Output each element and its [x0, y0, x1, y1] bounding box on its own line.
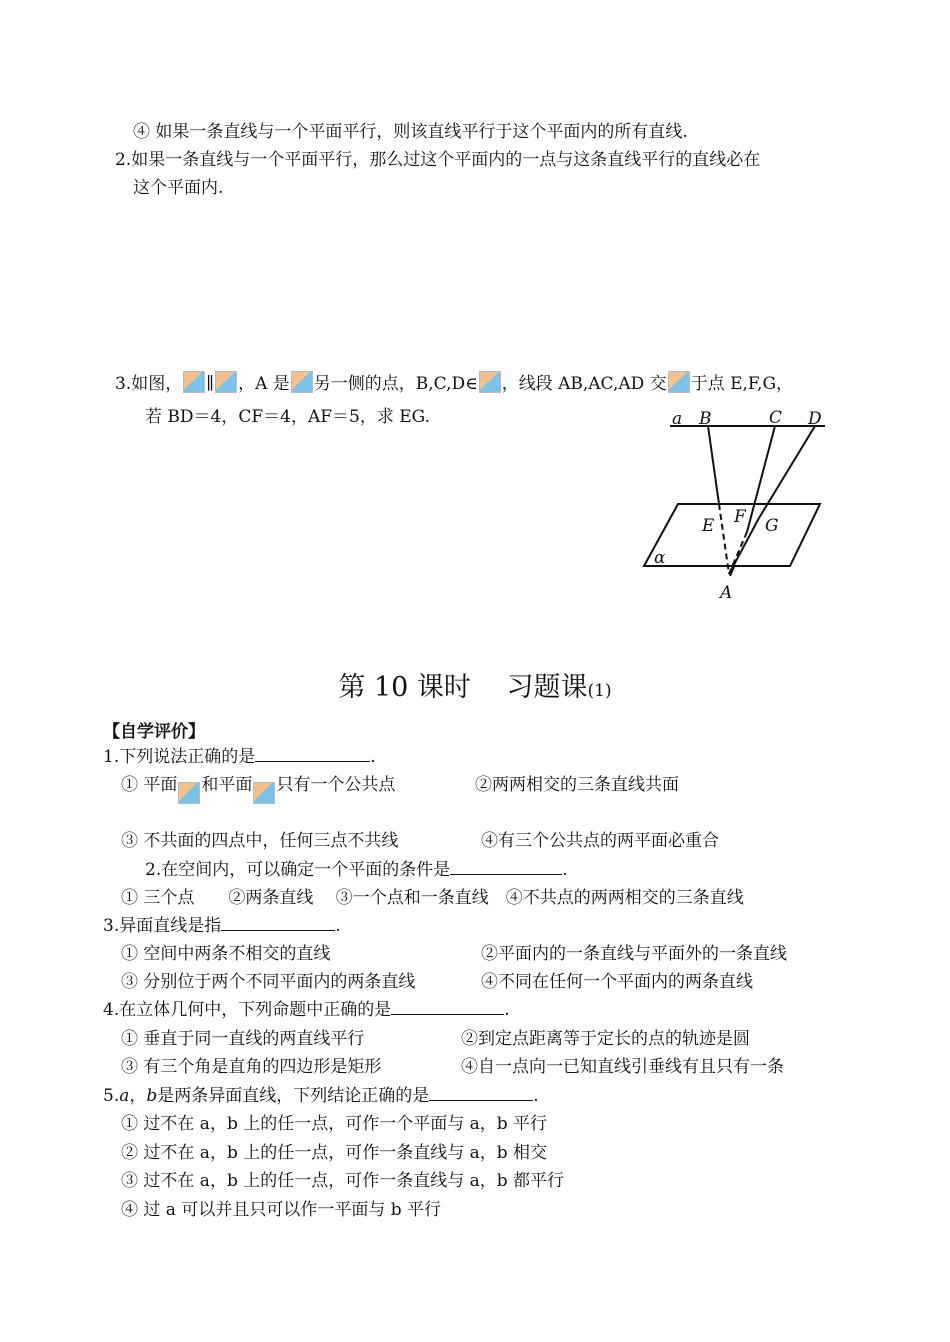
answer-blank[interactable] [450, 858, 562, 875]
problem-2-line-1: 2.如果一条直线与一个平面平行，那么过这个平面内的一点与这条直线平行的直线必在 [115, 150, 761, 170]
lesson-title [0, 670, 950, 709]
lesson-title-text: 第 10 课时 习题课 [338, 672, 588, 703]
question-4-option-1: ① 垂直于同一直线的两直线平行 [121, 1029, 365, 1049]
broken-image-icon [668, 371, 690, 393]
answer-blank[interactable] [221, 914, 335, 931]
problem-3-text-a: 3.如图， [115, 374, 183, 394]
broken-image-icon [178, 782, 200, 804]
problem-3-text-e: ，线段 AB,AC,AD 交 [501, 374, 667, 394]
broken-image-icon [183, 371, 205, 393]
problem-3-text-b: ∥ [206, 374, 215, 394]
question-1 [103, 745, 376, 769]
label-a: a [672, 409, 683, 429]
question-5-option-2: ② 过不在 a，b 上的任一点，可作一条直线与 a，b 相交 [121, 1143, 548, 1163]
question-3-option-3: ③ 分别位于两个不同平面内的两条直线 [121, 972, 416, 992]
question-1-text: 1.下列说法正确的是 [103, 747, 256, 767]
label-A: A [720, 583, 733, 602]
q5-var-b: b [146, 1086, 158, 1106]
answer-blank[interactable] [429, 1084, 533, 1101]
label-C: C [769, 408, 783, 428]
q1-o1-c: 只有一个公共点 [276, 775, 396, 795]
problem-3-line-2: 若 BD＝4，CF＝4，AF＝5，求 EG. [145, 407, 431, 427]
question-4-option-2: ②到定点距离等于定长的点的轨迹是圆 [461, 1029, 750, 1049]
question-5-end: . [533, 1086, 539, 1106]
question-3-option-2: ②平面内的一条直线与平面外的一条直线 [481, 944, 787, 964]
question-1-option-3: ③ 不共面的四点中，任何三点不共线 [121, 831, 399, 851]
geometry-figure [630, 402, 840, 602]
question-5: 5.a，b是两条异面直线，下列结论正确的是 . [103, 1086, 539, 1106]
question-3-end: . [335, 916, 341, 936]
question-2-text: 2.在空间内，可以确定一个平面的条件是 [145, 860, 451, 880]
question-3-option-4: ④不同在任何一个平面内的两条直线 [481, 972, 753, 992]
question-1-option-4: ④有三个公共点的两平面必重合 [481, 831, 719, 851]
question-2-options: ① 三个点 ②两条直线 ③一个点和一条直线 ④不共点的两两相交的三条直线 [121, 888, 744, 908]
broken-image-icon [215, 371, 237, 393]
label-G: G [765, 516, 779, 536]
question-5-option-4: ④ 过 a 可以并且只可以作一平面与 b 平行 [121, 1200, 442, 1220]
question-3-text: 3.异面直线是指 [103, 916, 222, 936]
broken-image-icon [291, 371, 313, 393]
question-1-option-2: ②两两相交的三条直线共面 [475, 775, 679, 795]
broken-image-icon [253, 782, 275, 804]
label-E: E [702, 516, 715, 536]
question-3 [103, 914, 341, 938]
answer-blank[interactable] [255, 745, 370, 762]
question-3-option-1: ① 空间中两条不相交的直线 [121, 944, 331, 964]
section-heading: 【自学评价】 [103, 722, 205, 742]
segment-EA-hidden [719, 504, 729, 574]
question-4-text: 4.在立体几何中，下列命题中正确的是 [103, 1000, 392, 1020]
q5-var-a: a [119, 1086, 130, 1106]
q1-o1-b: 和平面 [201, 775, 253, 795]
question-4 [103, 998, 510, 1022]
q1-o1-a: ① 平面 [121, 775, 178, 795]
problem-3-text-f: 于点 E,F,G， [690, 374, 794, 394]
question-4-option-4: ④自一点向一已知直线引垂线有且只有一条 [461, 1057, 784, 1077]
segment-BE [708, 426, 719, 504]
question-5-text: 是两条异面直线，下列结论正确的是 [157, 1086, 430, 1106]
question-1-option-1 [121, 773, 395, 804]
problem-3-text-c: ，A 是 [238, 374, 290, 394]
plane-alpha [644, 504, 820, 566]
question-4-end: . [504, 1000, 510, 1020]
question-5-option-3: ③ 过不在 a，b 上的任一点，可作一条直线与 a，b 都平行 [121, 1171, 565, 1191]
problem-3-line-1 [115, 371, 793, 396]
question-2-end: . [562, 860, 568, 880]
label-D: D [808, 409, 822, 429]
question-1-end: . [370, 747, 376, 767]
answer-blank[interactable] [391, 998, 504, 1015]
problem-2-line-2: 这个平面内. [133, 178, 224, 198]
label-F: F [734, 507, 746, 527]
problem-3-text-d: 另一侧的点，B,C,D∈ [313, 374, 478, 394]
label-alpha: α [654, 548, 666, 568]
question-5-option-1: ① 过不在 a，b 上的任一点，可作一个平面与 a，b 平行 [121, 1114, 548, 1134]
broken-image-icon [479, 371, 501, 393]
label-B: B [699, 409, 712, 429]
question-4-option-3: ③ 有三个角是直角的四边形是矩形 [121, 1057, 382, 1077]
lesson-title-sub: (1) [587, 681, 612, 701]
question-2 [145, 858, 568, 882]
statement-4: ④ 如果一条直线与一个平面平行，则该直线平行于这个平面内的所有直线. [133, 122, 688, 142]
